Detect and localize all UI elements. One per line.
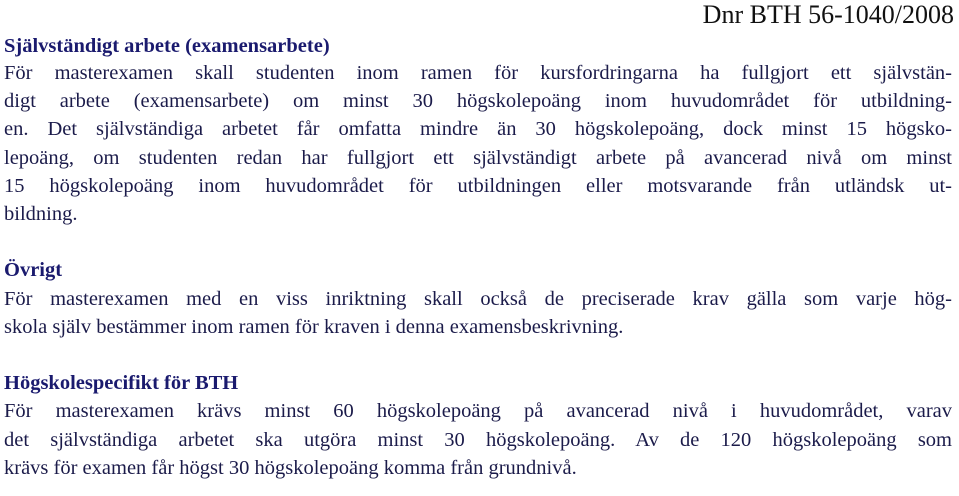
paragraph-line: För masterexamen krävs minst 60 högskolepoäng på avancerad nivå i huvudområdet, varav	[4, 400, 952, 422]
section-heading-bth: Högskolespecifikt för BTH	[4, 372, 239, 394]
paragraph-line: det självständiga arbetet ska utgöra minst 30 högskolepoäng. Av de 120 högskolepoäng som	[4, 429, 952, 451]
paragraph-line: 15 högskolepoäng inom huvudområdet för utbildningen eller motsvarande från utländsk ut-	[4, 175, 952, 197]
paragraph-line: lepoäng, om studenten redan har fullgjort ett självständigt arbete på avancerad nivå om minst	[4, 147, 952, 169]
paragraph-line: skola själv bestämmer inom ramen för kraven i denna examensbeskrivning.	[4, 316, 624, 338]
section-heading-ovrigt: Övrigt	[4, 259, 63, 281]
paragraph-line: bildning.	[4, 203, 78, 225]
section-heading-examensarbete: Självständigt arbete (examensarbete)	[4, 35, 330, 57]
paragraph-line: en. Det självständiga arbetet får omfatta mindre än 30 högskolepoäng, dock minst 15 högsko-	[4, 118, 952, 140]
paragraph-line: digt arbete (examensarbete) om minst 30 högskolepoäng inom huvudområdet för utbildning-	[4, 90, 952, 112]
paragraph-line: För masterexamen med en viss inriktning skall också de preciserade krav gälla som varje hög-	[4, 288, 952, 310]
paragraph-line: krävs för examen får högst 30 högskolepoäng komma från grundnivå.	[4, 457, 577, 479]
document-reference: Dnr BTH 56-1040/2008	[702, 0, 954, 29]
paragraph-line: För masterexamen skall studenten inom ramen för kursfordringarna ha fullgjort ett självstän-	[4, 62, 952, 84]
